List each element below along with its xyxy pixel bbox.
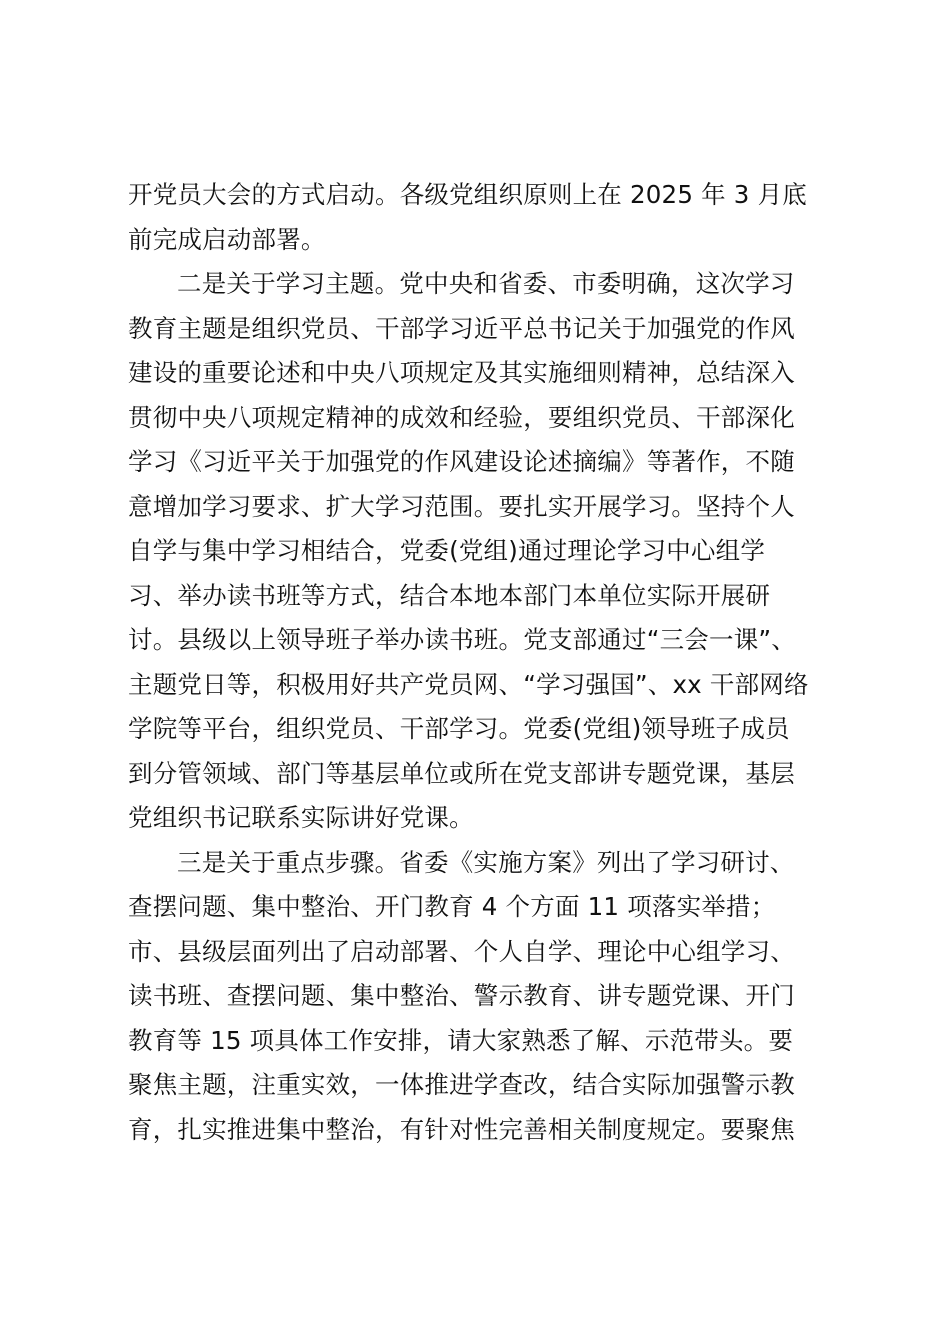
- text-line-9: 自学与集中学习相结合，党委(党组)通过理论学习中心组学: [128, 536, 766, 565]
- text-line-12: 主题党日等，积极用好共产党员网、“学习强国”、xx 干部网络: [128, 669, 809, 699]
- text-line-17: 查摆问题、集中整治、开门教育 4 个方面 11 项落实举措；: [128, 892, 776, 921]
- text-line-14: 到分管领域、部门等基层单位或所在党支部讲专题党课，基层: [128, 758, 795, 788]
- text-line-21: 聚焦主题，注重实效，一体推进学查改，结合实际加强警示教: [128, 1070, 795, 1099]
- text-line-4: 教育主题是组织党员、干部学习近平总书记关于加强党的作风: [128, 313, 795, 343]
- text-line-8: 意增加学习要求、扩大学习范围。要扎实开展学习。坚持个人: [128, 491, 795, 521]
- text-line-7: 学习《习近平关于加强党的作风建设论述摘编》等著作，不随: [128, 447, 795, 476]
- text-line-10: 习、举办读书班等方式，结合本地本部门本单位实际开展研: [128, 580, 771, 610]
- text-line-22: 育，扎实推进集中整治，有针对性完善相关制度规定。要聚焦: [128, 1114, 795, 1144]
- text-line-13: 学院等平台，组织党员、干部学习。党委(党组)领导班子成员: [128, 714, 790, 743]
- text-line-3: 二是关于学习主题。党中央和省委、市委明确，这次学习: [177, 269, 795, 298]
- text-line-6: 贯彻中央八项规定精神的成效和经验，要组织党员、干部深化: [128, 402, 795, 432]
- text-line-2: 前完成启动部署。: [128, 224, 326, 254]
- text-line-20: 教育等 15 项具体工作安排，请大家熟悉了解、示范带头。要: [128, 1025, 794, 1055]
- text-line-1: 开党员大会的方式启动。各级党组织原则上在 2025 年 3 月底: [128, 180, 807, 209]
- text-line-5: 建设的重要论述和中央八项规定及其实施细则精神，总结深入: [128, 358, 795, 387]
- text-line-11: 讨。县级以上领导班子举办读书班。党支部通过“三会一课”、: [128, 625, 796, 654]
- body-text: [128, 173, 833, 1152]
- text-line-19: 读书班、查摆问题、集中整治、警示教育、讲专题党课、开门: [128, 981, 795, 1010]
- text-line-15: 党组织书记联系实际讲好党课。: [128, 803, 474, 832]
- text-line-16: 三是关于重点步骤。省委《实施方案》列出了学习研讨、: [177, 847, 795, 877]
- text-line-18: 市、县级层面列出了启动部署、个人自学、理论中心组学习、: [128, 936, 795, 966]
